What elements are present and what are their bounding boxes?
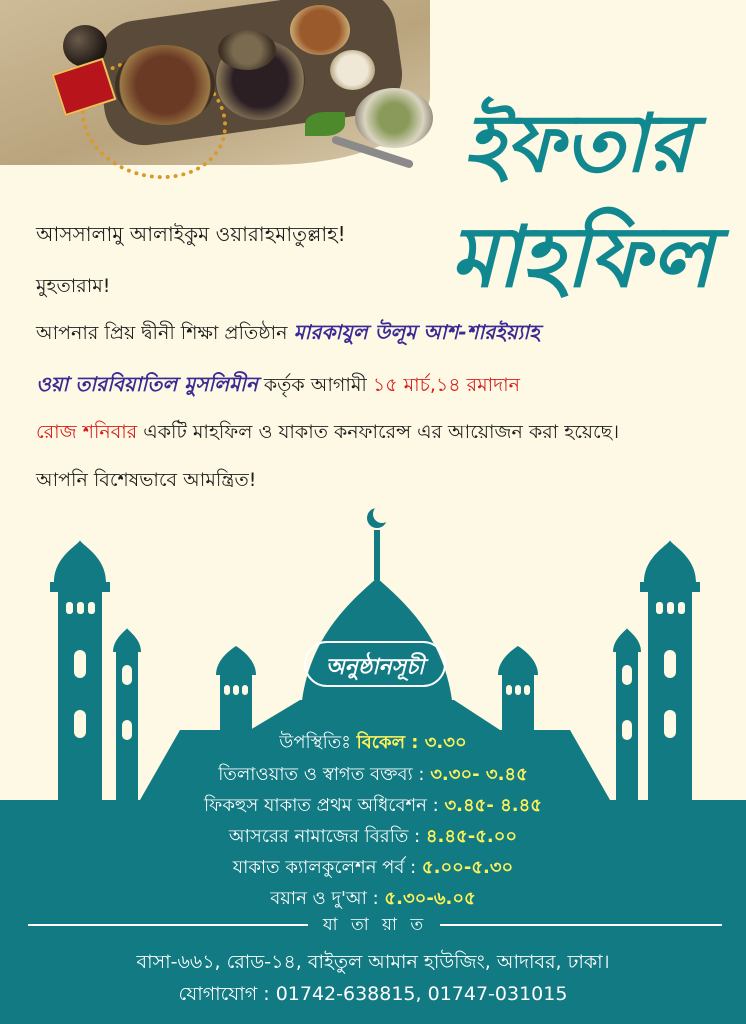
hazelnut-bowl	[290, 5, 350, 55]
schedule-row	[0, 791, 746, 822]
program-heading: অনুষ্ঠানসূচী	[325, 654, 425, 680]
schedule-label: ফিকহুস যাকাত প্রথম অধিবেশন :	[204, 795, 445, 816]
schedule-label: বয়ান ও দু'আ :	[270, 888, 385, 909]
title-line-iftar: ইফতার	[464, 96, 692, 190]
invitation-prefix: আপনার প্রিয় দ্বীনী শিক্ষা প্রতিষ্ঠান	[36, 322, 294, 344]
schedule-time: বিকেল : ৩.৩০	[356, 732, 467, 753]
crescent-moon-icon	[367, 505, 391, 528]
iftar-food-photo	[0, 0, 440, 210]
invitation-middle: কর্তৃক আগামী	[257, 374, 373, 396]
greeting-text: আসসালামু আলাইকুম ওয়ারাহমাতুল্লাহ!	[36, 222, 346, 246]
divider-line-right	[440, 924, 722, 926]
tea-glass	[355, 88, 433, 148]
invitation-line-2	[36, 370, 520, 403]
schedule-row	[0, 760, 746, 791]
institution-name-part1: মারকাযুল উলূম আশ-শারইয়্যাহ	[293, 320, 540, 344]
closing-text: আপনি বিশেষভাবে আমন্ত্রিত!	[36, 469, 257, 491]
schedule-time: ৪.৪৫-৫.০০	[425, 826, 518, 847]
invitation-line-1	[36, 318, 540, 351]
title-line-mahfil: মাহফিল	[450, 207, 714, 306]
schedule-time: ৩.৩০- ৩.৪৫	[430, 764, 528, 785]
schedule-label: যাকাত ক্যালকুলেশন পর্ব :	[232, 857, 422, 878]
schedule-row	[0, 728, 746, 759]
schedule-label: তিলাওয়াত ও স্বাগত বক্তব্য :	[218, 764, 431, 785]
contact-numbers: যোগাযোগ : 01742-638815, 01747-031015	[178, 983, 568, 1005]
schedule-row	[0, 822, 746, 853]
schedule-time: ৫.০০-৫.৩০	[421, 857, 514, 878]
dates-bowl	[115, 45, 215, 125]
schedule-row	[0, 884, 746, 915]
schedule-label: উপস্থিতিঃ	[279, 732, 351, 753]
schedule-row	[0, 853, 746, 884]
nuts-bowl	[330, 50, 375, 90]
schedule-time: ৫.৩০-৬.০৫	[384, 888, 476, 909]
salutation-text: মুহতারাম!	[36, 275, 111, 297]
directions-divider	[0, 912, 746, 936]
incense-lid	[218, 30, 276, 70]
venue-address: বাসা-৬৬১, রোড-১৪, বাইতুল আমান হাউজিং, আদাবর, ঢাকা।	[136, 951, 610, 973]
poster-title	[440, 82, 730, 322]
schedule-time: ৩.৪৫- ৪.৪৫	[444, 795, 542, 816]
event-date: ১৫ মার্চ,১৪ রমাদান	[372, 374, 520, 396]
invitation-line-3	[36, 418, 619, 450]
mint-leaf	[305, 112, 345, 136]
directions-heading: যা তা য়া ত	[322, 915, 428, 935]
schedule-label: আসরের নামাজের বিরতি :	[228, 826, 426, 847]
divider-line-left	[28, 924, 308, 926]
institution-name-part2: ওয়া তারবিয়াতিল মুসলিমীন	[36, 372, 258, 396]
invitation-rest: একটি মাহফিল ও যাকাত কনফারেন্স এর আয়োজন করা হয়েছে।	[137, 421, 619, 443]
event-day: রোজ শনিবার	[36, 421, 138, 443]
